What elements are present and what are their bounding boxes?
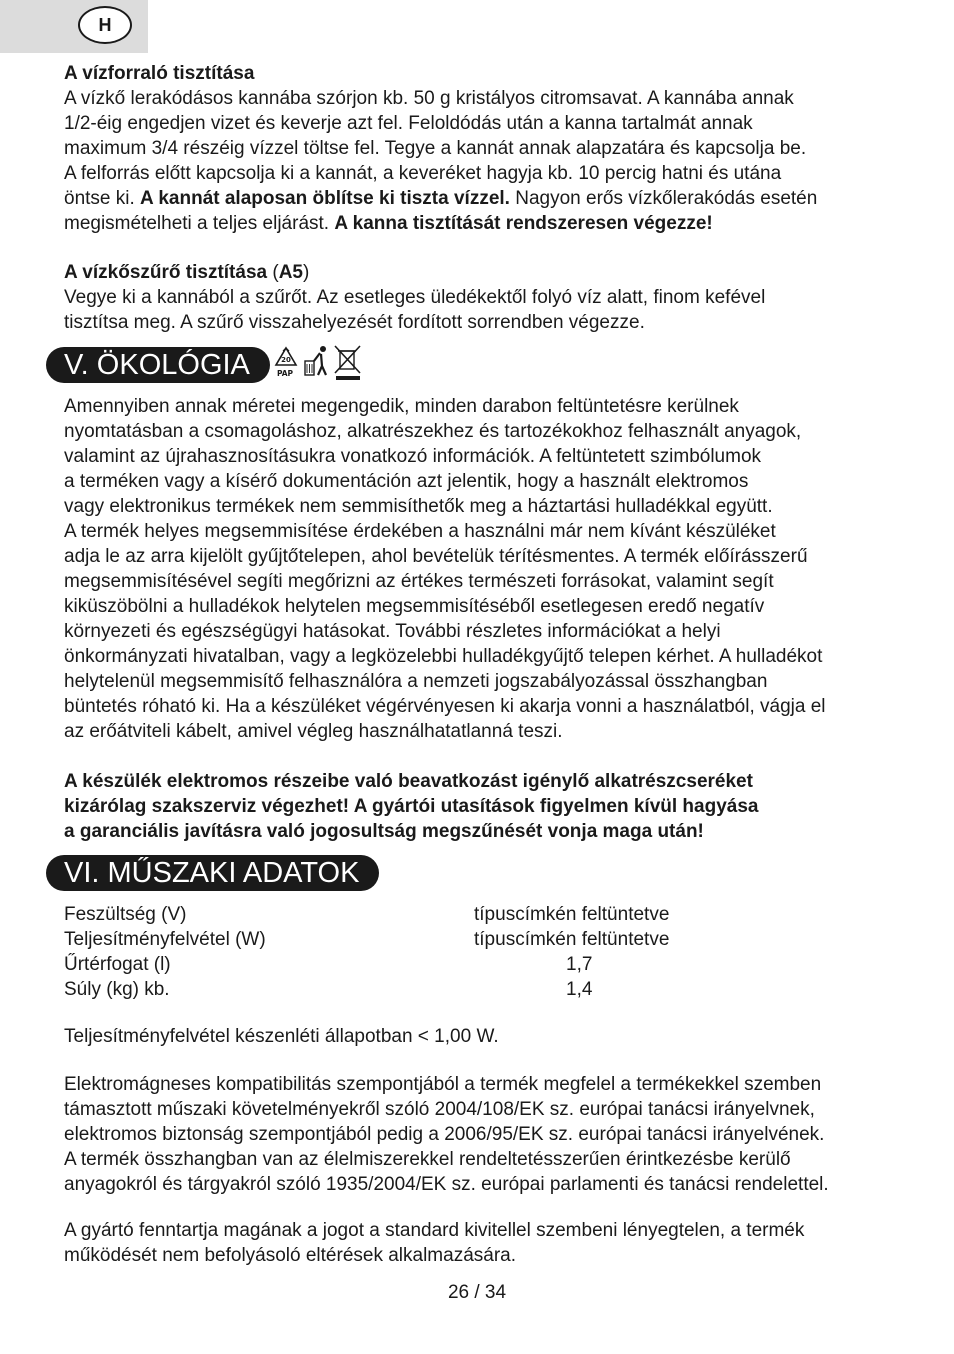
paragraph-line: támasztott műszaki követelményekről szóló 2004/108/EK sz. európai tanácsi irányelvnek, [64,1099,815,1120]
paragraph-line: a terméken vagy a kísérő dokumentáción azt jelentik, hogy a használt elektromos [64,471,749,492]
spec-value: típuscímkén feltüntetve [474,929,670,950]
paragraph-line: megsemmisítésével segíti megőrizni az értékes természeti forrásokat, valamint segít [64,571,774,592]
spec-table [64,902,764,1002]
paragraph-line: az erőátviteli kábelt, amivel végleg használhatatlanná teszi. [64,721,563,742]
paragraph-line: 1/2-éig engedjen vizet és keverje azt fel. Feloldódás után a kanna tartalmát annak [64,113,753,134]
paragraph-line: Teljesítményfelvétel készenléti állapotban < 1,00 W. [64,1026,499,1047]
spec-label: Teljesítményfelvétel (W) [64,929,266,950]
figure-ref: A5 [278,262,303,283]
paragraph-line: kiküszöbölni a hulladékok helytelen megsemmisítéséből esetlegesen eredő negatív [64,596,765,617]
paragraph-line [64,211,894,236]
paragraph-line: elektromos biztonság szempontjából pedig a 2006/95/EK sz. európai tanácsi irányelvének. [64,1124,825,1145]
filter-cleaning-title [64,260,894,285]
language-tab [0,0,148,53]
text-run: megismételheti a teljes eljárást. [64,213,335,234]
title-text: A vízkőszűrő tisztítása [64,262,268,283]
spec-label: Űrtérfogat (l) [64,954,171,975]
spec-row [64,902,764,927]
paragraph-line: Vegye ki a kannából a szűrőt. Az esetleges üledékektől folyó víz alatt, finom kefével [64,287,766,308]
kettle-cleaning-section [64,61,894,236]
title-paren: ( [267,262,279,283]
filter-cleaning-section [64,260,894,335]
paragraph-line: vagy elektronikus termékek nem semmisíthetők meg a háztartási hulladékkal együtt. [64,496,773,517]
spec-row [64,927,764,952]
paragraph-line: helytelenül megsemmisítő felhasználóra a nemzeti jogszabályozással összhangban [64,671,768,692]
spec-row [64,952,764,977]
page-number: 26 / 34 [447,1282,507,1303]
warning-line: A készülék elektromos részeibe való beavatkozást igénylő alkatrészcseréket [64,771,753,792]
regular-cleaning-emphasis: A kanna tisztítását rendszeresen végezze! [334,213,713,234]
tidyman-icon [305,346,326,375]
title-paren: ) [302,262,310,283]
paragraph-line: maximum 3/4 részéig vízzel töltse fel. Tegye a kannát annak alapzatára és kapcsolja be. [64,138,807,159]
warning-line: a garanciális javításra való jogosultság megszűnését vonja maga után! [64,821,704,842]
compliance-paragraph [64,1072,894,1197]
spec-label: Súly (kg) kb. [64,979,170,1000]
paragraph-line: A termék helyes megsemmisítése érdekében a használni már nem kívánt készüléket [64,521,776,542]
recycle-icon [276,348,296,378]
text-run: Nagyon erős vízkőlerakódás esetén [509,188,818,209]
spec-value: 1,7 [566,954,593,975]
kettle-cleaning-title: A vízforraló tisztítása [64,63,255,84]
paragraph-line: Elektromágneses kompatibilitás szempontjából a termék megfelel a termékekkel szemben [64,1074,822,1095]
paragraph-line: A termék összhangban van az élelmiszerekkel rendeltetésszerűen érintkezésbe kerülő [64,1149,791,1170]
spec-label: Feszültség (V) [64,904,187,925]
paragraph-line: környezeti és egészségügyi hatásokat. További részletes információkat a helyi [64,621,721,642]
standby-note [64,1024,894,1049]
paragraph-line: adja le az arra kijelölt gyűjtőtelepen, ahol bevételük térítésmentes. A termék előírásszerű [64,546,808,567]
paragraph-line: anyagokról és tárgyakról szóló 1935/2004/EK sz. európai parlamenti és tanácsi rendelettel. [64,1174,829,1195]
paragraph-line: valamint az újrahasznosításukra vonatkozó információk. A feltüntetett szimbólumok [64,446,762,467]
ecology-section [64,394,894,744]
text-run: öntse ki. [64,188,141,209]
paragraph-line [64,186,894,211]
rinse-emphasis: A kannát alaposan öblítse ki tiszta vízzel. [140,188,510,209]
paragraph-line: nyomtatásban a csomagoláshoz, alkatrészekhez és tartozékokhoz felhasznált anyagok, [64,421,802,442]
eco-icons [270,343,366,383]
paragraph-line: tisztítsa meg. A szűrő visszahelyezését fordított sorrendben végezze. [64,312,645,333]
paragraph-line: büntetés róható ki. Ha a készüléket végérvényesen ki akarja vonni a használatból, vágja el [64,696,826,717]
paragraph-line: A vízkő lerakódásos kannába szórjon kb. 50 g kristályos citromsavat. A kannába annak [64,88,794,109]
service-warning [64,769,894,844]
crossed-bin-icon [335,346,360,380]
manufacturer-reserve [64,1218,894,1268]
paragraph-line: A gyártó fenntartja magának a jogot a standard kivitellel szembeni lényegtelen, a termék [64,1220,805,1241]
spec-value: 1,4 [566,979,593,1000]
recycle-number: 20 [281,356,291,364]
spec-row [64,977,764,1002]
language-badge: H [78,6,132,44]
paragraph-line: önkormányzati hivatalban, vagy a legközelebbi hulladékgyűjtő telepen kérhet. A hulladékot [64,646,823,667]
spec-value: típuscímkén feltüntetve [474,904,670,925]
warning-line: kizárólag szakszerviz végezhet! A gyártói utasítások figyelmen kívül hagyása [64,796,759,817]
technical-data-heading: VI. MŰSZAKI ADATOK [46,855,379,891]
paragraph-line: működését nem befolyásoló eltérések alkalmazására. [64,1245,517,1266]
recycle-label: PAP [276,369,294,378]
paragraph-line: A felforrás előtt kapcsolja ki a kannát, a keveréket hagyja kb. 10 percig hatni és utána [64,163,782,184]
ecology-heading: V. ÖKOLÓGIA [46,347,270,383]
paragraph-line: Amennyiben annak méretei megengedik, minden darabon feltüntetésre kerülnek [64,396,739,417]
